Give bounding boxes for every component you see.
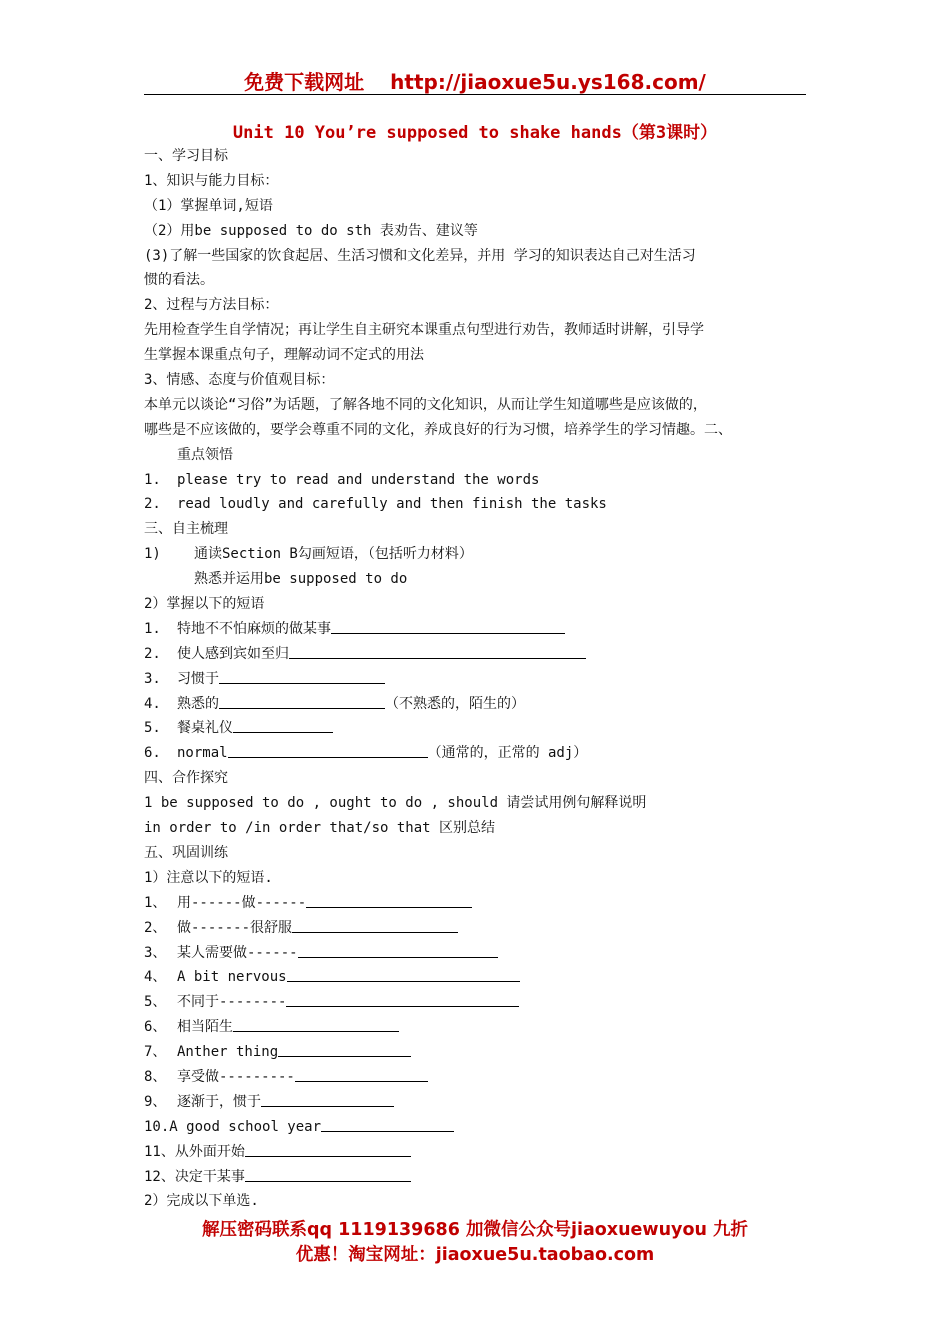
- practice-instruction: 2）完成以下单选.: [144, 1193, 259, 1210]
- drill-prompt: 相当陌生: [177, 1019, 233, 1036]
- drill-prompt: 用------做------: [177, 894, 307, 911]
- drill-item: [144, 1165, 808, 1190]
- practice-instruction: 1）注意以下的短语.: [144, 869, 273, 886]
- drill-item: [144, 965, 808, 990]
- phrase-item: [144, 642, 808, 667]
- drill-prompt: A good school year: [169, 1118, 322, 1135]
- section-heading-cooperation: 四、合作探究: [144, 770, 228, 787]
- item-number: 3.: [144, 670, 161, 687]
- phrase-hint: （通常的，正常的 adj）: [427, 745, 588, 762]
- section-heading-focus: 重点领悟: [177, 446, 233, 463]
- phrase-item: [144, 741, 808, 766]
- drill-item: [144, 1040, 808, 1065]
- answer-blank[interactable]: [233, 1016, 399, 1032]
- drill-item: [144, 891, 808, 916]
- focus-text: read loudly and carefully and then finish the tasks: [177, 496, 607, 513]
- drill-prompt: 逐渐于，惯于: [177, 1093, 261, 1110]
- answer-blank[interactable]: [292, 917, 458, 933]
- drill-prompt: 从外面开始: [174, 1143, 245, 1160]
- item-number: 1、: [144, 894, 167, 911]
- drill-prompt: 不同于--------: [177, 994, 287, 1011]
- item-number: 5.: [144, 720, 161, 737]
- item-number: 1.: [144, 620, 161, 637]
- answer-blank[interactable]: [286, 991, 519, 1007]
- item-number: 2.: [144, 496, 161, 513]
- answer-blank[interactable]: [287, 966, 520, 982]
- self-study-item: 熟悉并运用be supposed to do: [194, 571, 408, 588]
- phrase-item: [144, 667, 808, 692]
- section-heading-practice: 五、巩固训练: [144, 844, 228, 861]
- drill-item: [144, 916, 808, 941]
- self-study-item: 2）掌握以下的短语: [144, 596, 265, 613]
- drill-prompt: 享受做---------: [177, 1068, 295, 1085]
- answer-blank[interactable]: [261, 1091, 394, 1107]
- focus-item: [144, 468, 808, 493]
- item-number: 9、: [144, 1093, 167, 1110]
- lesson-body: [144, 144, 808, 1214]
- focus-item: [144, 492, 808, 517]
- objective-emotion: 3、情感、态度与价值观目标：: [144, 372, 335, 389]
- drill-prompt: A bit nervous: [177, 969, 287, 986]
- self-study-item: [144, 542, 808, 567]
- section-heading-objectives: 一、学习目标: [144, 148, 228, 164]
- download-header: [144, 66, 806, 95]
- header-url-link[interactable]: http://jiaoxue5u.ys168.com/: [390, 70, 706, 94]
- contact-footer: [144, 1218, 806, 1268]
- cooperation-item: 1 be supposed to do , ought to do , should 请尝试用例句解释说明: [144, 795, 647, 812]
- header-label: 免费下载网址: [244, 70, 365, 94]
- item-number: 11、: [144, 1143, 175, 1160]
- item-number: 12、: [144, 1168, 175, 1185]
- item-number: 2.: [144, 645, 161, 662]
- paragraph-line: 本单元以谈论“习俗”为话题，了解各地不同的文化知识，从而让学生知道哪些是应该做的，: [144, 396, 707, 413]
- item-number: 6、: [144, 1019, 167, 1036]
- answer-blank[interactable]: [298, 942, 498, 958]
- answer-blank[interactable]: [233, 717, 333, 733]
- drill-item: [144, 1115, 808, 1140]
- objective-knowledge: 1、知识与能力目标：: [144, 172, 279, 189]
- item-number: 8、: [144, 1068, 167, 1085]
- answer-blank[interactable]: [228, 742, 428, 758]
- item-number: 4.: [144, 695, 161, 712]
- drill-item: [144, 990, 808, 1015]
- answer-blank[interactable]: [289, 643, 586, 659]
- drill-prompt: Anther thing: [177, 1044, 279, 1061]
- phrase-item: [144, 617, 808, 642]
- paragraph-line: 生掌握本课重点句子，理解动词不定式的用法: [144, 347, 424, 364]
- header-divider: [144, 94, 806, 95]
- answer-blank[interactable]: [278, 1041, 411, 1057]
- paragraph-line: 先用检查学生自学情况；再让学生自主研究本课重点句型进行劝告，教师适时讲解，引导学: [144, 322, 704, 339]
- phrase-prompt: 使人感到宾如至归: [177, 645, 289, 662]
- phrase-prompt: 特地不不怕麻烦的做某事: [177, 620, 331, 637]
- drill-item: [144, 1015, 808, 1040]
- item-number: 10.: [144, 1118, 170, 1135]
- self-study-text: 通读Section B勾画短语，（包括听力材料）: [194, 546, 473, 563]
- focus-text: please try to read and understand the words: [177, 471, 540, 488]
- answer-blank[interactable]: [219, 693, 385, 709]
- answer-blank[interactable]: [331, 618, 565, 634]
- phrase-prompt: 习惯于: [177, 670, 219, 687]
- objective-item-continued: 惯的看法。: [144, 272, 214, 289]
- item-number: 1.: [144, 471, 161, 488]
- section-heading-self-study: 三、自主梳理: [144, 521, 228, 538]
- objective-item: (3)了解一些国家的饮食起居、生活习惯和文化差异，并用 学习的知识表达自己对生活习: [144, 247, 696, 264]
- drill-item: [144, 1090, 808, 1115]
- answer-blank[interactable]: [245, 1166, 411, 1182]
- footer-line: 解压密码联系qq 1119139686 加微信公众号jiaoxuewuyou 九折: [201, 1220, 749, 1240]
- drill-prompt: 某人需要做------: [177, 944, 298, 961]
- phrase-item: [144, 716, 808, 741]
- answer-blank[interactable]: [321, 1116, 454, 1132]
- item-number: 5、: [144, 994, 167, 1011]
- phrase-prompt: 熟悉的: [177, 695, 219, 712]
- objective-item: （1）掌握单词,短语: [144, 197, 273, 214]
- drill-prompt: 做-------很舒服: [177, 919, 293, 936]
- item-number: 2、: [144, 919, 167, 936]
- item-number: 3、: [144, 944, 167, 961]
- footer-line: 优惠！淘宝网址：jiaoxue5u.taobao.com: [295, 1245, 655, 1265]
- phrase-item: [144, 692, 808, 717]
- drill-item: [144, 1140, 808, 1165]
- answer-blank[interactable]: [245, 1141, 411, 1157]
- lesson-title: Unit 10 You’re supposed to shake hands（第3课时）: [232, 123, 718, 143]
- objective-item: （2）用be supposed to do sth 表劝告、建议等: [144, 222, 478, 239]
- objective-process: 2、过程与方法目标：: [144, 297, 279, 314]
- item-number: 1): [144, 546, 161, 563]
- drill-prompt: 决定干某事: [174, 1168, 245, 1185]
- phrase-prompt: normal: [177, 745, 228, 762]
- paragraph-line: 哪些是不应该做的，要学会尊重不同的文化，养成良好的行为习惯，培养学生的学习情趣。二、: [144, 421, 732, 438]
- drill-item: [144, 941, 808, 966]
- phrase-prompt: 餐桌礼仪: [177, 720, 233, 737]
- cooperation-item: in order to /in order that/so that 区别总结: [144, 820, 496, 837]
- answer-blank[interactable]: [306, 892, 472, 908]
- phrase-hint: （不熟悉的，陌生的）: [385, 695, 525, 712]
- drill-item: [144, 1065, 808, 1090]
- item-number: 6.: [144, 745, 161, 762]
- item-number: 4、: [144, 969, 167, 986]
- answer-blank[interactable]: [295, 1066, 428, 1082]
- answer-blank[interactable]: [219, 668, 385, 684]
- item-number: 7、: [144, 1044, 167, 1061]
